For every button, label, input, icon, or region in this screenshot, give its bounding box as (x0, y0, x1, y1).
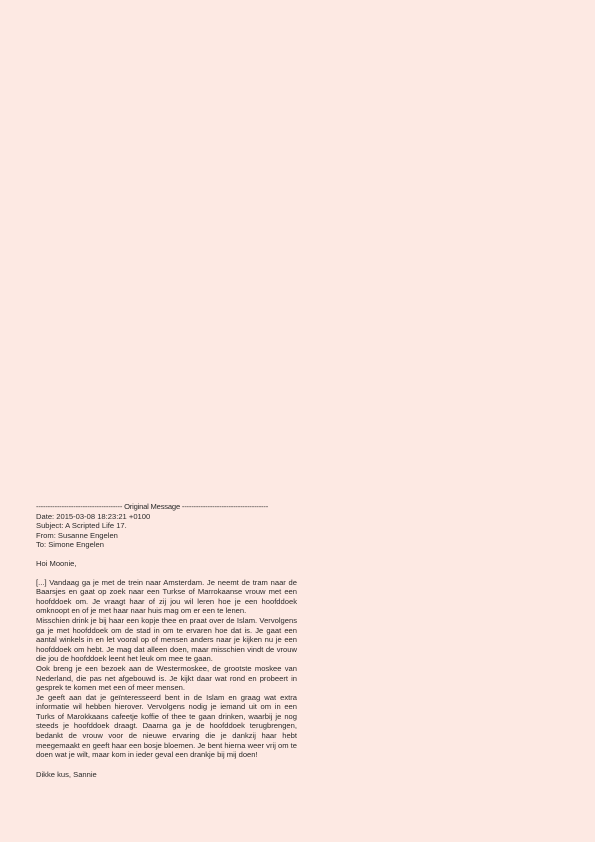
email-message (36, 502, 297, 779)
closing-signature: Dikke kus, Sannie (36, 769, 97, 779)
body-paragraph: [...] Vandaag ga je met de trein naar Amsterdam. Je neemt de tram naar de Baarsjes en gaat op zoek naar een Turkse of Marrokaanse vrouw met een hoofddoek om. Je vraagt haar of zij jou wil leren hoe je een hoofddoek omknoopt en of je met haar naar huis mag om er een te lenen. (36, 577, 297, 616)
email-subject: Subject: A Scripted Life 17. (36, 521, 127, 531)
greeting: Hoi Moonie, (36, 558, 77, 568)
body-paragraph: Ook breng je een bezoek aan de Westermoskee, de grootste moskee van Nederland, die pas net afgebouwd is. Je kijkt daar wat rond en probeert in gesprek te komen met een of meer mensen. (36, 663, 297, 693)
original-message-divider: ------------------------------------- Original Message ------------------------------------- (36, 502, 269, 511)
email-body (36, 578, 297, 760)
body-paragraph: Je geeft aan dat je geïnteresseerd bent in de Islam en graag wat extra informatie wil hebben hierover. Vervolgens nodig je iemand uit om in een Turks of Marokkaans cafeetje koffie of thee te gaan drinken, waarbij je nog steeds je hoofddoek draagt. Daarna ga je de hoofddoek terugbrengen, bedankt de vrouw voor de nieuwe ervaring die je dankzij haar hebt meegemaakt en geeft haar een bosje bloemen. Je bent hierna weer vrij om te doen wat je wilt, maar kom in ieder geval een drankje bij mij doen! (36, 692, 297, 760)
email-from: From: Susanne Engelen (36, 530, 118, 540)
email-date: Date: 2015-03-08 18:23:21 +0100 (36, 511, 151, 521)
email-to: To: Simone Engelen (36, 540, 104, 550)
body-paragraph: Misschien drink je bij haar een kopje thee en praat over de Islam. Vervolgens ga je met hoofddoek om de stad in om te ervaren hoe dat is. Je gaat een aantal winkels in en let vooral op of mensen anders naar je kijken nu je een hoofddoek om hebt. Je mag dat alleen doen, maar misschien vindt de vrouw die jou de hoofddoek leent het leuk om mee te gaan. (36, 615, 297, 664)
